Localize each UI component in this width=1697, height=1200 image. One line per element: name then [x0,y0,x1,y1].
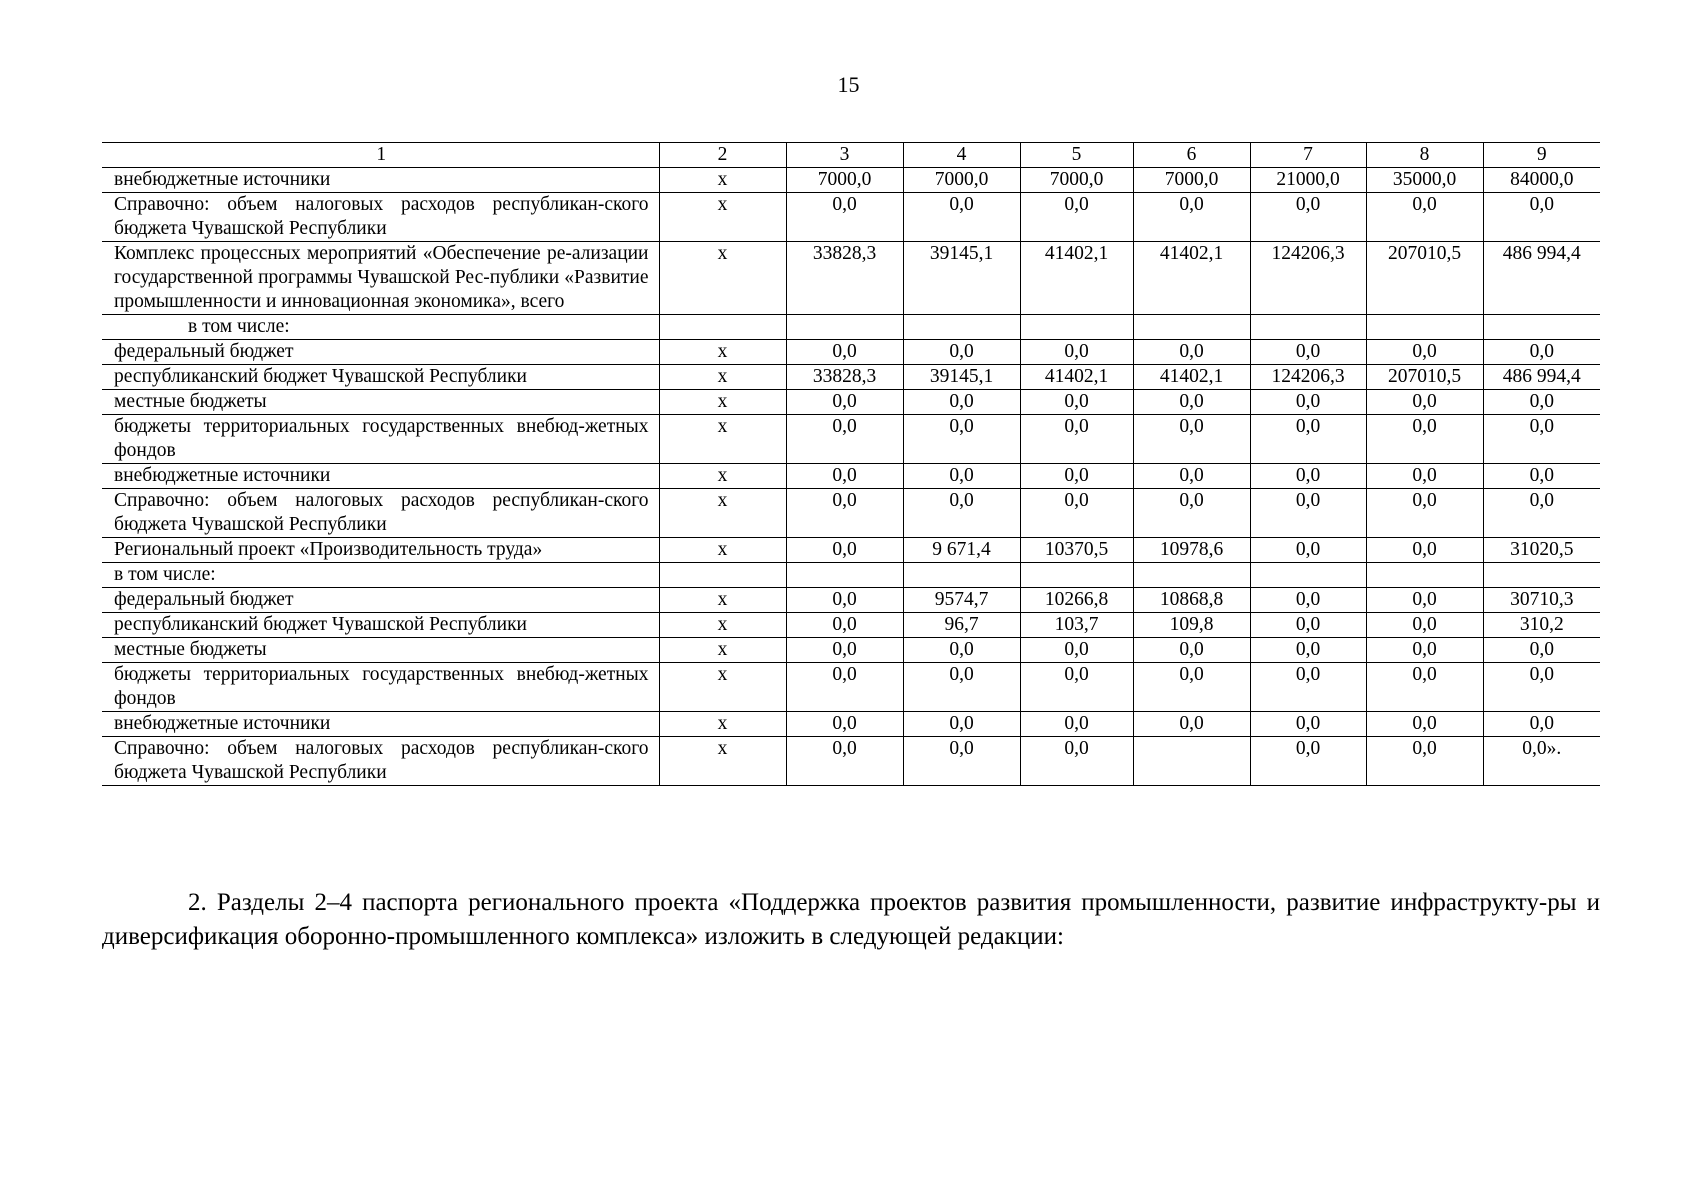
budget-table [102,142,1600,786]
value-cell: 35000,0 [1366,168,1483,193]
value-cell: х [659,737,786,786]
value-cell: 0,0 [786,415,903,464]
value-cell: 0,0 [1366,638,1483,663]
value-cell: 0,0 [1366,464,1483,489]
value-cell: 0,0 [1020,340,1133,365]
row-label: в том числе: [102,563,659,588]
value-cell: 0,0 [786,538,903,563]
amendment-paragraph: 2. Разделы 2–4 паспорта регионального проекта «Поддержка проектов развития промышленности, развитие инфраструкту-ры и диверсификация оборонно-промышленного комплекса» изложить в следующей редакции: [102,889,1600,950]
value-cell: 0,0 [1250,588,1366,613]
value-cell [1020,315,1133,340]
value-cell: 0,0 [1020,390,1133,415]
value-cell: 0,0 [1366,737,1483,786]
value-cell: 0,0 [1250,538,1366,563]
header-cell: 2 [659,143,786,168]
value-cell: 0,0 [1020,415,1133,464]
value-cell: 0,0 [786,193,903,242]
table-row [102,464,1600,489]
row-label: местные бюджеты [102,638,659,663]
value-cell: 9574,7 [903,588,1020,613]
value-cell: 0,0 [903,415,1020,464]
value-cell: х [659,464,786,489]
value-cell: 0,0 [1020,737,1133,786]
value-cell: 0,0 [786,464,903,489]
table-row [102,365,1600,390]
table-row [102,340,1600,365]
value-cell: х [659,242,786,315]
value-cell: 39145,1 [903,365,1020,390]
value-cell: 41402,1 [1020,242,1133,315]
table-row [102,315,1600,340]
value-cell: 10978,6 [1133,538,1250,563]
value-cell: х [659,712,786,737]
value-cell: 10868,8 [1133,588,1250,613]
value-cell: 0,0 [786,588,903,613]
value-cell: 41402,1 [1133,242,1250,315]
value-cell: х [659,489,786,538]
row-label: республиканский бюджет Чувашской Республики [102,613,659,638]
value-cell [1250,563,1366,588]
value-cell: 0,0 [1133,489,1250,538]
value-cell: 0,0 [1483,489,1600,538]
value-cell: 0,0 [1366,489,1483,538]
value-cell: 0,0 [1366,340,1483,365]
value-cell: х [659,538,786,563]
table-row [102,415,1600,464]
value-cell: 0,0 [1366,712,1483,737]
table-row [102,588,1600,613]
value-cell: 84000,0 [1483,168,1600,193]
value-cell [786,563,903,588]
value-cell: 0,0 [1133,193,1250,242]
value-cell: 0,0 [1366,193,1483,242]
value-cell: 31020,5 [1483,538,1600,563]
value-cell: 486 994,4 [1483,365,1600,390]
value-cell: 0,0 [786,613,903,638]
value-cell: 0,0 [1483,415,1600,464]
row-label: бюджеты территориальных государственных внебюд-жетных фондов [102,663,659,712]
value-cell: 207010,5 [1366,242,1483,315]
value-cell: 0,0 [1366,588,1483,613]
value-cell: 0,0 [786,390,903,415]
value-cell: 41402,1 [1020,365,1133,390]
table-row [102,737,1600,786]
value-cell: 21000,0 [1250,168,1366,193]
value-cell [1133,563,1250,588]
value-cell: х [659,415,786,464]
value-cell: 109,8 [1133,613,1250,638]
value-cell [1133,315,1250,340]
value-cell: 0,0 [1020,638,1133,663]
value-cell: 10370,5 [1020,538,1133,563]
value-cell: 0,0 [786,663,903,712]
value-cell: 0,0 [1483,638,1600,663]
table-row [102,242,1600,315]
value-cell [786,315,903,340]
value-cell: 0,0 [1020,663,1133,712]
header-cell: 6 [1133,143,1250,168]
value-cell: 30710,3 [1483,588,1600,613]
row-label: Региональный проект «Производительность труда» [102,538,659,563]
value-cell [659,563,786,588]
value-cell: 0,0 [903,464,1020,489]
row-label: внебюджетные источники [102,168,659,193]
row-label: федеральный бюджет [102,340,659,365]
value-cell: 0,0 [903,390,1020,415]
value-cell: 7000,0 [903,168,1020,193]
value-cell: 0,0 [1250,663,1366,712]
row-label: Комплекс процессных мероприятий «Обеспечение ре-ализации государственной программы Чувашской Рес-публики «Развитие промышленности и инновационная экономика», всего [102,242,659,315]
value-cell: 0,0 [1366,415,1483,464]
table-row [102,638,1600,663]
value-cell: 0,0 [786,737,903,786]
value-cell: 0,0». [1483,737,1600,786]
table-row [102,613,1600,638]
value-cell: 0,0 [786,340,903,365]
value-cell [1250,315,1366,340]
table-body [102,143,1600,786]
value-cell: 0,0 [903,340,1020,365]
value-cell: х [659,613,786,638]
value-cell: 0,0 [786,638,903,663]
value-cell: 0,0 [1250,712,1366,737]
value-cell: х [659,340,786,365]
value-cell: 7000,0 [786,168,903,193]
row-label: Справочно: объем налоговых расходов республикан-ского бюджета Чувашской Республики [102,489,659,538]
table-row [102,168,1600,193]
table-row [102,489,1600,538]
row-label: федеральный бюджет [102,588,659,613]
value-cell: 0,0 [1483,340,1600,365]
value-cell: 0,0 [1133,415,1250,464]
value-cell: х [659,193,786,242]
row-label: внебюджетные источники [102,464,659,489]
header-cell: 8 [1366,143,1483,168]
table-row [102,663,1600,712]
value-cell: 0,0 [786,712,903,737]
value-cell: 0,0 [1133,390,1250,415]
value-cell: 0,0 [1483,193,1600,242]
header-cell: 7 [1250,143,1366,168]
value-cell: 124206,3 [1250,242,1366,315]
row-label: в том числе: [102,315,659,340]
table-row [102,563,1600,588]
value-cell: 33828,3 [786,365,903,390]
page-number: 15 [837,72,860,97]
value-cell: 0,0 [1366,390,1483,415]
value-cell: 0,0 [1133,638,1250,663]
value-cell: 0,0 [1366,538,1483,563]
value-cell: 0,0 [903,737,1020,786]
value-cell: 0,0 [903,663,1020,712]
value-cell: 0,0 [1483,663,1600,712]
value-cell: 0,0 [1250,415,1366,464]
value-cell: 0,0 [903,489,1020,538]
value-cell: 0,0 [1020,489,1133,538]
value-cell [903,315,1020,340]
row-label: бюджеты территориальных государственных внебюд-жетных фондов [102,415,659,464]
header-cell: 3 [786,143,903,168]
header-cell: 4 [903,143,1020,168]
value-cell: 0,0 [1483,464,1600,489]
value-cell: 124206,3 [1250,365,1366,390]
value-cell: 103,7 [1020,613,1133,638]
value-cell [1366,563,1483,588]
value-cell [1483,315,1600,340]
value-cell: 96,7 [903,613,1020,638]
row-label: Справочно: объем налоговых расходов республикан-ского бюджета Чувашской Республики [102,193,659,242]
value-cell: 0,0 [1250,489,1366,538]
table-row [102,538,1600,563]
value-cell: 9 671,4 [903,538,1020,563]
budget-table-container [102,142,1600,786]
header-cell: 5 [1020,143,1133,168]
value-cell: 7000,0 [1133,168,1250,193]
row-label: местные бюджеты [102,390,659,415]
value-cell: 0,0 [1133,663,1250,712]
table-header-row [102,143,1600,168]
value-cell [1020,563,1133,588]
value-cell: х [659,588,786,613]
row-label: внебюджетные источники [102,712,659,737]
value-cell [1366,315,1483,340]
value-cell [1483,563,1600,588]
value-cell: 41402,1 [1133,365,1250,390]
value-cell: 0,0 [903,712,1020,737]
value-cell [659,315,786,340]
value-cell: 0,0 [1250,737,1366,786]
value-cell: 0,0 [903,193,1020,242]
table-row [102,712,1600,737]
value-cell: 0,0 [1366,663,1483,712]
value-cell: 39145,1 [903,242,1020,315]
header-cell: 1 [102,143,659,168]
value-cell: 0,0 [1250,390,1366,415]
value-cell: 0,0 [1250,464,1366,489]
row-label: Справочно: объем налоговых расходов республикан-ского бюджета Чувашской Республики [102,737,659,786]
table-row [102,193,1600,242]
value-cell: 10266,8 [1020,588,1133,613]
value-cell: 0,0 [1250,638,1366,663]
value-cell: 0,0 [1250,193,1366,242]
value-cell: 0,0 [1133,340,1250,365]
value-cell [1133,737,1250,786]
value-cell: 207010,5 [1366,365,1483,390]
value-cell [903,563,1020,588]
value-cell: 0,0 [1133,712,1250,737]
value-cell: 33828,3 [786,242,903,315]
value-cell: 310,2 [1483,613,1600,638]
value-cell: 0,0 [1366,613,1483,638]
value-cell: 0,0 [1250,613,1366,638]
value-cell: 0,0 [903,638,1020,663]
value-cell: х [659,663,786,712]
value-cell: 0,0 [1483,390,1600,415]
value-cell: х [659,390,786,415]
value-cell: х [659,168,786,193]
value-cell: х [659,365,786,390]
row-label: республиканский бюджет Чувашской Республики [102,365,659,390]
value-cell: 0,0 [786,489,903,538]
table-row [102,390,1600,415]
value-cell: 7000,0 [1020,168,1133,193]
value-cell: 0,0 [1020,193,1133,242]
value-cell: х [659,638,786,663]
value-cell: 0,0 [1483,712,1600,737]
header-cell: 9 [1483,143,1600,168]
value-cell: 0,0 [1020,712,1133,737]
value-cell: 0,0 [1133,464,1250,489]
value-cell: 486 994,4 [1483,242,1600,315]
value-cell: 0,0 [1020,464,1133,489]
value-cell: 0,0 [1250,340,1366,365]
